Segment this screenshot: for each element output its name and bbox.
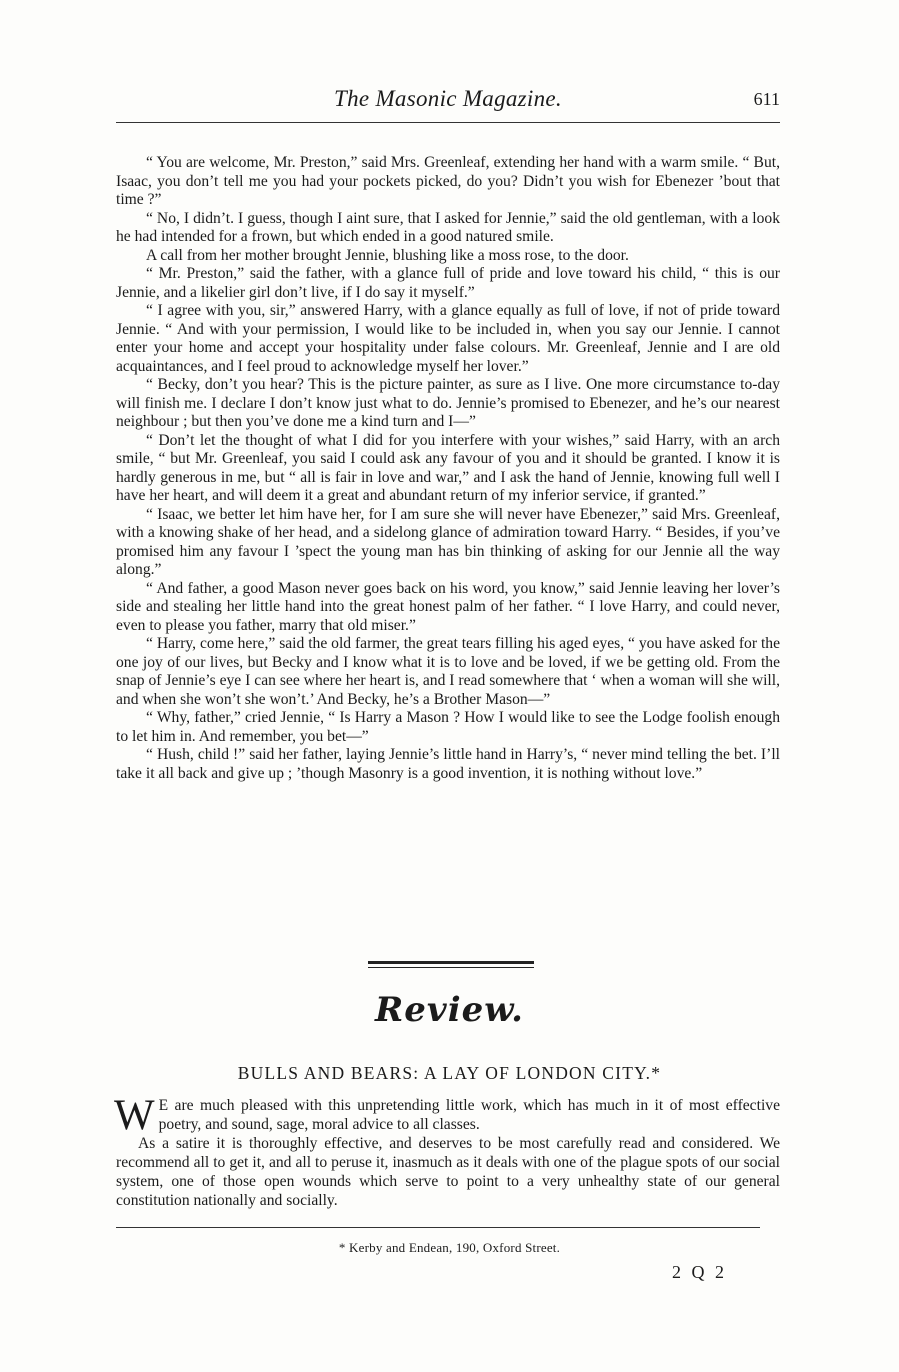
story-paragraph: “ Don’t let the thought of what I did for you interfere with your wishes,” said Harry, with an arch smile, “ but Mr. Greenleaf, you said I could ask any favour of you and it should be granted. I know it is hardly generous in me, but “ all is fair in love and war,” and I ask the hand of Jennie, knowing full well I have her heart, and will deem it a great and abundant return of my inferior service, if granted.”: [116, 431, 780, 504]
story-paragraph: “ Becky, don’t you hear? This is the picture painter, as sure as I live. One more circumstance to-day will finish me. I declare I don’t know just what to do. Jennie’s promised to Ebenezer, and he’s our nearest neighbour ; but then you’ve done me a kind turn and I—”: [116, 376, 780, 430]
story-paragraph: “ No, I didn’t. I guess, though I aint sure, that I asked for Jennie,” said the old gentleman, with a look he had intended for a frown, but which ended in a good natured smile.: [116, 209, 780, 245]
running-head: [116, 86, 780, 116]
section-divider: [368, 961, 534, 968]
review-paragraph-2: As a satire it is thoroughly effective, and deserves to be most carefully read and considered. We recommend all to get it, and all to peruse it, inasmuch as it deals with one of the plague spots of our social system, one of those open wounds which serve to point to a very unhealthy state of our general constitution nationally and socially.: [116, 1135, 780, 1209]
running-title: The Masonic Magazine.: [334, 86, 562, 111]
story-paragraph: “ Isaac, we better let him have her, for I am sure she will never have Ebenezer,” said Mrs. Greenleaf, with a knowing shake of her head, and a sidelong glance of admiration toward Harry. “ Besides, if you’ve promised him any favour I ’spect the young man has bin thinking of asking for our Jennie all the way along.”: [116, 505, 780, 578]
section-heading: Review.: [375, 990, 524, 1030]
review-lead-text: E are much pleased with this unpretending little work, which has much in it of most effective poetry, and sound, sage, moral advice to all classes.: [158, 1097, 780, 1133]
story-paragraph: “ And father, a good Mason never goes back on his word, you know,” said Jennie leaving her lover’s side and stealing her little hand into the great honest palm of her father. “ I love Harry, and could never, even to please you father, marry that old miser.”: [116, 579, 780, 634]
story-paragraph: “ Mr. Preston,” said the father, with a glance full of pride and love toward his child, “ this is our Jennie, and a likelier girl don’t live, if I do say it myself.”: [116, 265, 780, 301]
story-text: [116, 154, 780, 783]
footnote-rule: [116, 1227, 760, 1228]
story-paragraph: “ Harry, come here,” said the old farmer, the great tears filling his aged eyes, “ you have asked for the one joy of our lives, but Becky and I know what it is to love and be loved, if we be getting old. From the snap of Jennie’s eye I can see where her heart is, and I read somewhere that ‘ when a woman will she will, and when she won’t she won’t.’ And Becky, he’s a Brother Mason—”: [116, 635, 780, 708]
review-body: [114, 1092, 780, 1210]
story-paragraph: “ Why, father,” cried Jennie, “ Is Harry a Mason ? How I would like to see the Lodge foolish enough to let him in. And remember, you bet—”: [116, 709, 780, 745]
divider-thin-rule: [368, 967, 534, 968]
story-paragraph: “ You are welcome, Mr. Preston,” said Mrs. Greenleaf, extending her hand with a warm smile. “ But, Isaac, you don’t tell me you had your pockets picked, do you? Didn’t you wish for Ebenezer ’bout that time ?”: [116, 154, 780, 208]
review-paragraph-1: [114, 1092, 780, 1139]
page-number: 611: [753, 89, 780, 109]
signature-mark: 2 Q 2: [672, 1262, 727, 1282]
header-rule: [116, 122, 780, 123]
story-paragraph: A call from her mother brought Jennie, blushing like a moss rose, to the door.: [146, 246, 629, 264]
footnote: * Kerby and Endean, 190, Oxford Street.: [338, 1240, 561, 1255]
story-paragraph: “ Hush, child !” said her father, laying Jennie’s little hand in Harry’s, “ never mind telling the bet. I’ll take it all back and give up ; ’though Masonry is a good invention, it is nothing without love.”: [116, 746, 780, 782]
drop-cap: W: [114, 1092, 155, 1139]
review-title: BULLS AND BEARS: A LAY OF LONDON CITY.*: [237, 1063, 662, 1083]
story-paragraph: “ I agree with you, sir,” answered Harry, with a glance equally as full of love, if not of pride toward Jennie. “ And with your permission, I would like to be included in, when you say our Jennie. I cannot enter your home and accept your hospitality under false colours. Mr. Greenleaf, Jennie and I are old acquaintances, and I feel proud to acknowledge myself her lover.”: [116, 302, 780, 375]
divider-thick-rule: [368, 961, 534, 964]
